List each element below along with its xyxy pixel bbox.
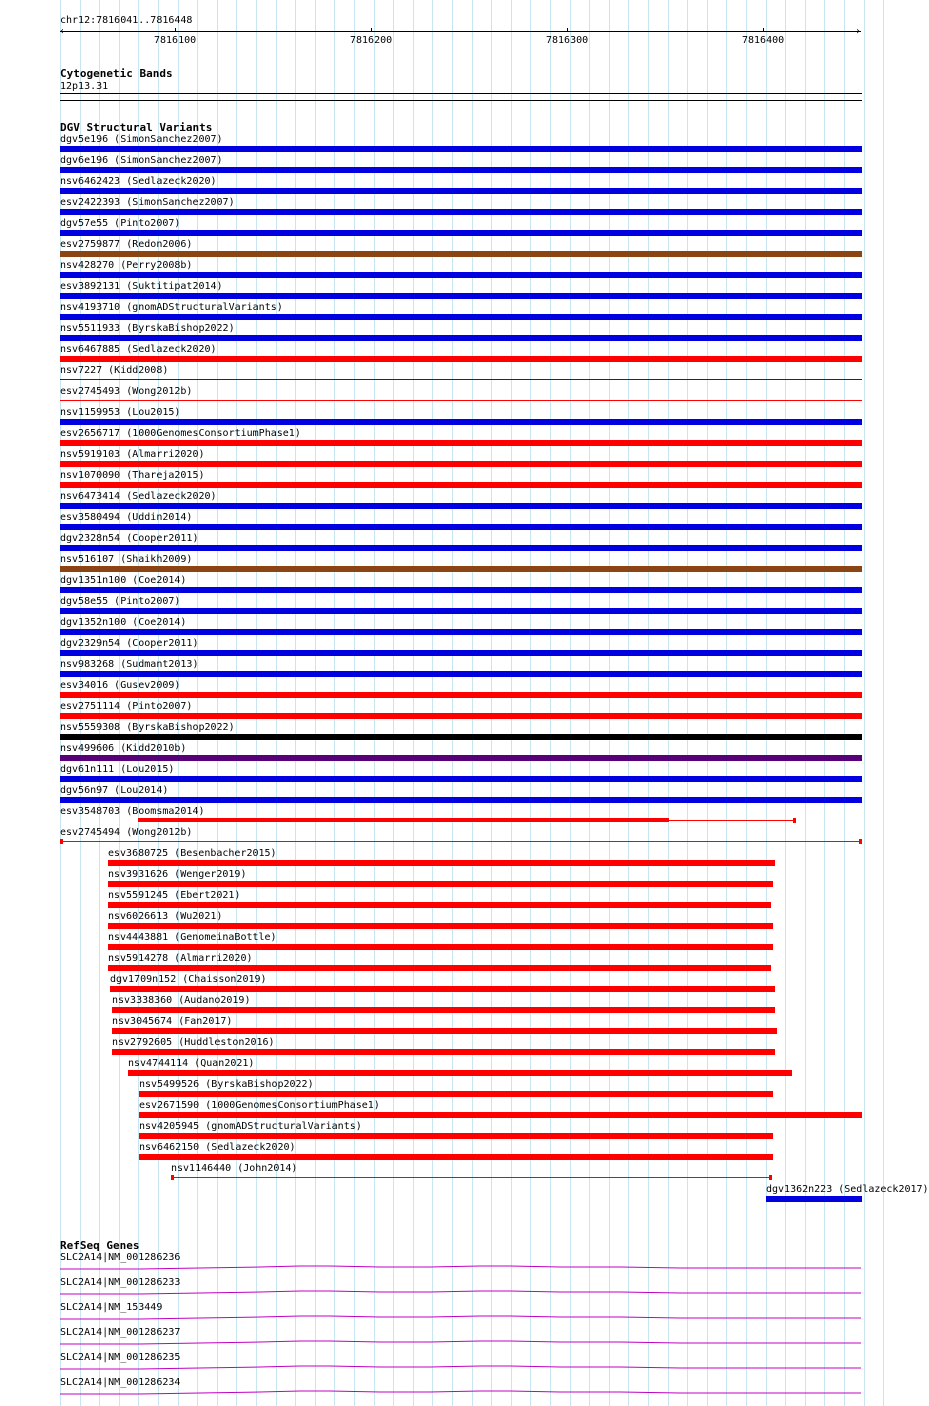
dgv-variant-label[interactable]: nsv5499526 (ByrskaBishop2022)	[139, 1079, 314, 1090]
dgv-variant-label[interactable]: nsv6473414 (Sedlazeck2020)	[60, 491, 217, 502]
dgv-variant-bar[interactable]	[60, 797, 862, 803]
dgv-track-title[interactable]: DGV Structural Variants	[60, 121, 213, 134]
dgv-variant-label[interactable]: dgv61n111 (Lou2015)	[60, 764, 175, 775]
dgv-variant-bar[interactable]	[112, 1007, 775, 1013]
dgv-variant-bar[interactable]	[60, 230, 862, 236]
refseq-gene-label[interactable]: SLC2A14|NM_001286236	[60, 1252, 181, 1263]
dgv-variant-label[interactable]: esv2422393 (SimonSanchez2007)	[60, 197, 235, 208]
cytoband-line	[60, 100, 862, 101]
dgv-variant-bar[interactable]	[60, 671, 862, 677]
ruler-tick	[763, 28, 764, 32]
dgv-variant-label[interactable]: nsv1070090 (Thareja2015)	[60, 470, 205, 481]
dgv-variant-bar[interactable]	[139, 1133, 773, 1139]
dgv-variant-label[interactable]: esv2745494 (Wong2012b)	[60, 827, 193, 838]
ruler-tick	[567, 28, 568, 32]
ruler-tick-label: 7816300	[546, 35, 589, 46]
grid-line	[864, 0, 865, 1406]
dgv-variant-label[interactable]: nsv4443881 (GenomeinaBottle)	[108, 932, 277, 943]
dgv-variant-bar[interactable]	[138, 818, 669, 822]
dgv-variant-label[interactable]: nsv1159953 (Lou2015)	[60, 407, 181, 418]
refseq-gene-model[interactable]	[0, 1390, 890, 1396]
dgv-variant-bar[interactable]	[60, 419, 862, 425]
dgv-variant-bar[interactable]	[112, 1049, 775, 1055]
dgv-variant-label[interactable]: esv3892131 (Suktitipat2014)	[60, 281, 223, 292]
refseq-gene-label[interactable]: SLC2A14|NM_001286233	[60, 1277, 181, 1288]
dgv-variant-label[interactable]: esv3548703 (Boomsma2014)	[60, 806, 205, 817]
ruler-tick-label: 7816200	[350, 35, 393, 46]
dgv-variant-bar[interactable]	[60, 524, 862, 530]
dgv-variant-label[interactable]: esv3580494 (Uddin2014)	[60, 512, 193, 523]
dgv-variant-label[interactable]: nsv3931626 (Wenger2019)	[108, 869, 247, 880]
dgv-variant-bar[interactable]	[60, 692, 862, 698]
dgv-variant-label[interactable]: esv2671590 (1000GenomesConsortiumPhase1)	[139, 1100, 380, 1111]
dgv-variant-endmark	[769, 1175, 772, 1180]
dgv-variant-bar[interactable]	[128, 1070, 792, 1076]
dgv-variant-bar[interactable]	[108, 923, 773, 929]
dgv-variant-bar[interactable]	[60, 209, 862, 215]
dgv-variant-bar[interactable]	[60, 293, 862, 299]
dgv-variant-bar[interactable]	[60, 755, 862, 761]
dgv-variant-bar[interactable]	[108, 902, 771, 908]
dgv-variant-label[interactable]: dgv1352n100 (Coe2014)	[60, 617, 187, 628]
dgv-variant-label[interactable]: nsv4193710 (gnomADStructuralVariants)	[60, 302, 283, 313]
refseq-track-title[interactable]: RefSeq Genes	[60, 1239, 140, 1252]
dgv-variant-bar[interactable]	[60, 545, 862, 551]
dgv-variant-line[interactable]	[60, 841, 862, 842]
dgv-variant-label[interactable]: esv2751114 (Pinto2007)	[60, 701, 193, 712]
dgv-variant-label[interactable]: dgv6e196 (SimonSanchez2007)	[60, 155, 223, 166]
dgv-variant-bar[interactable]	[112, 1028, 777, 1034]
refseq-gene-model[interactable]	[0, 1265, 890, 1271]
dgv-variant-label[interactable]: nsv983268 (Sudmant2013)	[60, 659, 199, 670]
dgv-variant-bar[interactable]	[60, 251, 862, 257]
dgv-variant-endmark	[793, 818, 796, 823]
refseq-gene-label[interactable]: SLC2A14|NM_001286235	[60, 1352, 181, 1363]
dgv-variant-label[interactable]: esv2759877 (Redon2006)	[60, 239, 193, 250]
dgv-variant-bar[interactable]	[139, 1091, 773, 1097]
dgv-variant-label[interactable]: nsv4744114 (Quan2021)	[128, 1058, 255, 1069]
dgv-variant-label[interactable]: nsv6462423 (Sedlazeck2020)	[60, 176, 217, 187]
ruler-tick-label: 7816400	[742, 35, 785, 46]
dgv-variant-label[interactable]: nsv5591245 (Ebert2021)	[108, 890, 241, 901]
dgv-variant-label[interactable]: nsv7227 (Kidd2008)	[60, 365, 169, 376]
dgv-variant-bar[interactable]	[60, 461, 862, 467]
refseq-gene-model[interactable]	[0, 1340, 890, 1346]
cytoband-line[interactable]	[60, 93, 862, 94]
dgv-variant-label[interactable]: dgv1351n100 (Coe2014)	[60, 575, 187, 586]
ruler-left-arrow-icon: ‹	[59, 26, 66, 37]
dgv-variant-label[interactable]: nsv5919103 (Almarri2020)	[60, 449, 205, 460]
dgv-variant-bar[interactable]	[108, 965, 771, 971]
ruler-axis	[60, 31, 861, 32]
refseq-gene-model[interactable]	[0, 1290, 890, 1296]
dgv-variant-label[interactable]: nsv6467885 (Sedlazeck2020)	[60, 344, 217, 355]
dgv-variant-line[interactable]	[60, 400, 862, 401]
dgv-variant-bar[interactable]	[108, 860, 775, 866]
dgv-variant-endmark	[171, 1175, 174, 1180]
dgv-variant-bar[interactable]	[60, 650, 862, 656]
dgv-variant-bar[interactable]	[60, 440, 862, 446]
dgv-variant-label[interactable]: esv2745493 (Wong2012b)	[60, 386, 193, 397]
dgv-variant-endmark	[859, 839, 862, 844]
dgv-variant-bar[interactable]	[60, 587, 862, 593]
ruler-tick	[175, 28, 176, 32]
dgv-variant-label[interactable]: nsv4205945 (gnomADStructuralVariants)	[139, 1121, 362, 1132]
dgv-variant-label[interactable]: esv3680725 (Besenbacher2015)	[108, 848, 277, 859]
ruler-position: chr12:7816041..7816448	[60, 15, 193, 26]
ruler-tick-label: 7816100	[154, 35, 197, 46]
dgv-variant-bar[interactable]	[139, 1112, 862, 1118]
dgv-variant-label[interactable]: dgv5e196 (SimonSanchez2007)	[60, 134, 223, 145]
dgv-variant-bar[interactable]	[60, 566, 862, 572]
dgv-variant-label[interactable]: nsv6462150 (Sedlazeck2020)	[139, 1142, 296, 1153]
ruler-tick	[371, 28, 372, 32]
dgv-variant-bar[interactable]	[60, 608, 862, 614]
dgv-variant-bar[interactable]	[60, 776, 862, 782]
dgv-variant-label[interactable]: nsv6026613 (Wu2021)	[108, 911, 223, 922]
dgv-variant-bar[interactable]	[60, 188, 862, 194]
refseq-gene-label[interactable]: SLC2A14|NM_001286234	[60, 1377, 181, 1388]
dgv-variant-bar[interactable]	[60, 356, 862, 362]
cytoband-track-title[interactable]: Cytogenetic Bands	[60, 67, 173, 80]
dgv-variant-label[interactable]: esv34016 (Gusev2009)	[60, 680, 181, 691]
refseq-gene-model[interactable]	[0, 1315, 890, 1321]
dgv-variant-bar[interactable]	[139, 1154, 773, 1160]
dgv-variant-bar[interactable]	[60, 272, 862, 278]
dgv-variant-label[interactable]: nsv3338360 (Audano2019)	[112, 995, 251, 1006]
dgv-variant-bar[interactable]	[60, 146, 862, 152]
dgv-variant-bar[interactable]	[766, 1196, 862, 1202]
ruler-right-arrow-icon: ›	[855, 26, 862, 37]
dgv-variant-label[interactable]: dgv56n97 (Lou2014)	[60, 785, 169, 796]
dgv-variant-line[interactable]	[171, 1177, 772, 1178]
dgv-variant-bar[interactable]	[60, 713, 862, 719]
dgv-variant-line[interactable]	[60, 379, 862, 380]
dgv-variant-bar[interactable]	[60, 503, 862, 509]
dgv-variant-bar[interactable]	[108, 881, 773, 887]
refseq-gene-label[interactable]: SLC2A14|NM_001286237	[60, 1327, 181, 1338]
dgv-variant-bar[interactable]	[60, 629, 862, 635]
dgv-variant-label[interactable]: dgv2329n54 (Cooper2011)	[60, 638, 199, 649]
dgv-variant-label[interactable]: dgv1709n152 (Chaisson2019)	[110, 974, 267, 985]
refseq-gene-label[interactable]: SLC2A14|NM_153449	[60, 1302, 163, 1313]
dgv-variant-bar[interactable]	[60, 335, 862, 341]
dgv-variant-label[interactable]: nsv5511933 (ByrskaBishop2022)	[60, 323, 235, 334]
dgv-variant-label[interactable]: esv2656717 (1000GenomesConsortiumPhase1)	[60, 428, 301, 439]
dgv-variant-label[interactable]: nsv428270 (Perry2008b)	[60, 260, 193, 271]
dgv-variant-label[interactable]: dgv1362n223 (Sedlazeck2017)	[766, 1184, 929, 1195]
cytoband-label: 12p13.31	[60, 81, 109, 92]
dgv-variant-label[interactable]: nsv2792605 (Huddleston2016)	[112, 1037, 275, 1048]
dgv-variant-bar[interactable]	[60, 314, 862, 320]
refseq-gene-model[interactable]	[0, 1365, 890, 1371]
dgv-variant-endmark	[60, 839, 63, 844]
dgv-variant-bar[interactable]	[60, 734, 862, 740]
dgv-variant-label[interactable]: nsv1146440 (John2014)	[171, 1163, 298, 1174]
dgv-variant-label[interactable]: nsv516107 (Shaikh2009)	[60, 554, 193, 565]
dgv-variant-label[interactable]: nsv3045674 (Fan2017)	[112, 1016, 233, 1027]
dgv-variant-bar[interactable]	[110, 986, 775, 992]
dgv-variant-connector	[669, 820, 793, 821]
dgv-variant-bar[interactable]	[60, 167, 862, 173]
dgv-variant-label[interactable]: nsv5914278 (Almarri2020)	[108, 953, 253, 964]
dgv-variant-label[interactable]: dgv58e55 (Pinto2007)	[60, 596, 181, 607]
dgv-variant-bar[interactable]	[60, 482, 862, 488]
dgv-variant-label[interactable]: dgv57e55 (Pinto2007)	[60, 218, 181, 229]
dgv-variant-label[interactable]: nsv5559308 (ByrskaBishop2022)	[60, 722, 235, 733]
dgv-variant-bar[interactable]	[108, 944, 773, 950]
grid-line	[883, 0, 884, 1406]
dgv-variant-label[interactable]: nsv499606 (Kidd2010b)	[60, 743, 187, 754]
dgv-variant-label[interactable]: dgv2328n54 (Cooper2011)	[60, 533, 199, 544]
